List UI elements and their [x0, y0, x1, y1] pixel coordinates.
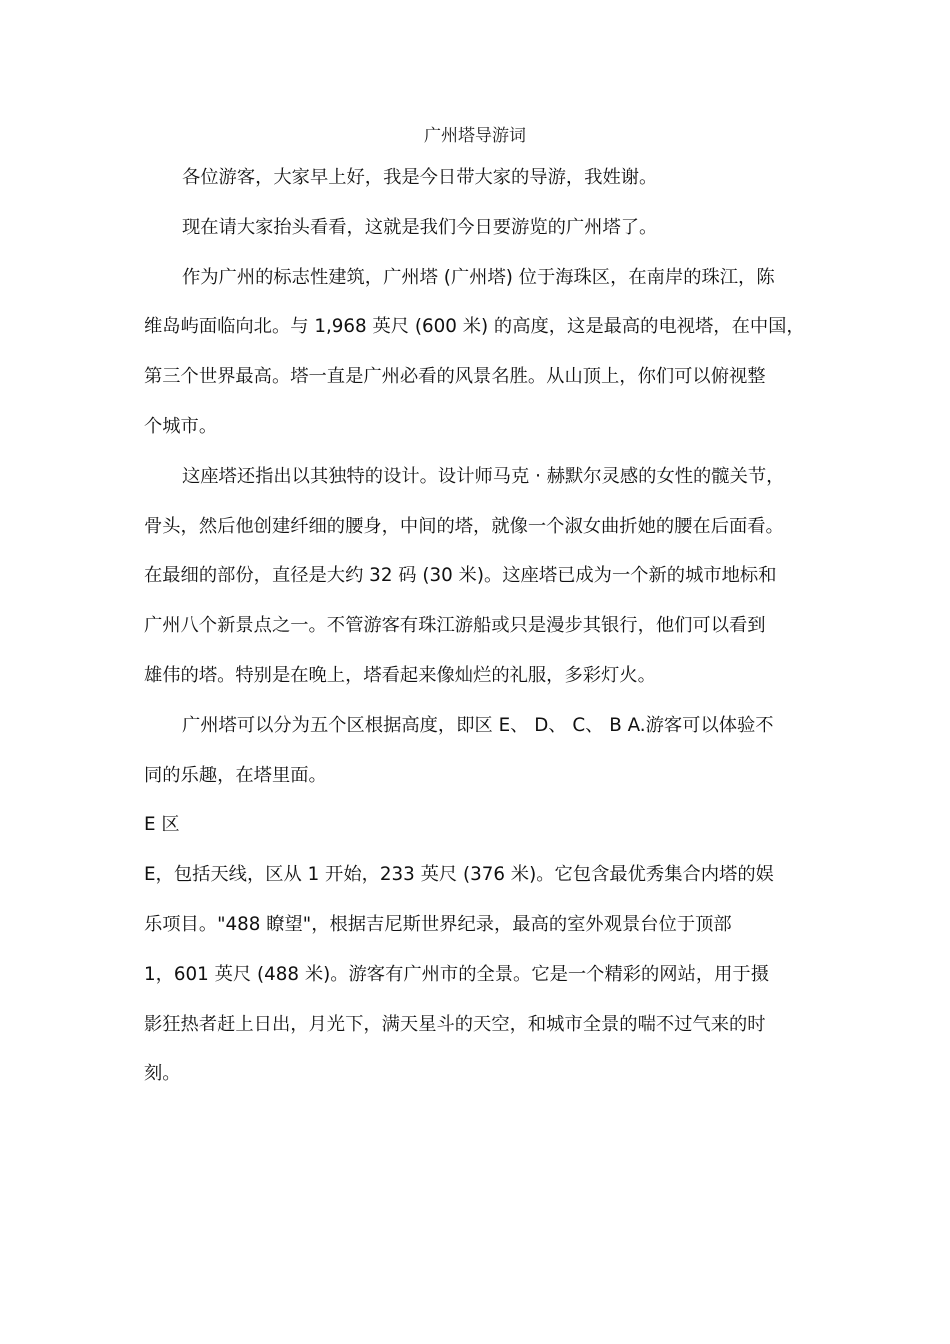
text-line: 这座塔还指出以其独特的设计。设计师马克 · 赫默尔灵感的女性的髋关节， — [182, 465, 785, 487]
text-line: 广州八个新景点之一。不管游客有珠江游船或只是漫步其银行，他们可以看到 — [144, 615, 766, 637]
text-line: 第三个世界最高。塔一直是广州必看的风景名胜。从山顶上，你们可以俯视整 — [144, 366, 766, 388]
text-line: 作为广州的标志性建筑，广州塔 (广州塔) 位于海珠区，在南岸的珠江，陈 — [182, 266, 775, 288]
text-line: 广州塔可以分为五个区根据高度，即区 E、 D、 C、 B A.游客可以体验不 — [182, 714, 774, 736]
text-line: 个城市。 — [144, 415, 218, 437]
text-line: 现在请大家抬头看看，这就是我们今日要游览的广州塔了。 — [182, 216, 658, 238]
text-line: 刻。 — [144, 1063, 181, 1085]
document-body — [144, 153, 812, 1099]
text-line: 在最细的部份，直径是大约 32 码 (30 米)。这座塔已成为一个新的城市地标和 — [144, 565, 777, 587]
text-line: 各位游客，大家早上好，我是今日带大家的导游，我姓谢。 — [182, 167, 658, 188]
text-line: E，包括天线，区从 1 开始，233 英尺 (376 米)。它包含最优秀集合内塔的娱 — [144, 864, 774, 886]
text-line: 乐项目。"488 瞭望"，根据吉尼斯世界纪录，最高的室外观景台位于顶部 — [144, 913, 732, 935]
text-line: 维岛屿面临向北。与 1,968 英尺 (600 米) 的高度，这是最高的电视塔，在中国， — [144, 316, 805, 338]
text-line: E 区 — [144, 814, 180, 836]
text-line: 1，601 英尺 (488 米)。游客有广州市的全景。它是一个精彩的网站，用于摄 — [144, 963, 769, 985]
text-line: 影狂热者赶上日出，月光下，满天星斗的天空，和城市全景的喘不过气来的时 — [144, 1013, 766, 1035]
document-title: 广州塔导游词 — [424, 126, 526, 146]
text-line: 雄伟的塔。特别是在晚上，塔看起来像灿烂的礼服，多彩灯火。 — [144, 664, 656, 686]
text-line: 同的乐趣，在塔里面。 — [144, 764, 327, 786]
text-line: 骨头，然后他创建纤细的腰身，中间的塔，就像一个淑女曲折她的腰在后面看。 — [144, 515, 784, 537]
